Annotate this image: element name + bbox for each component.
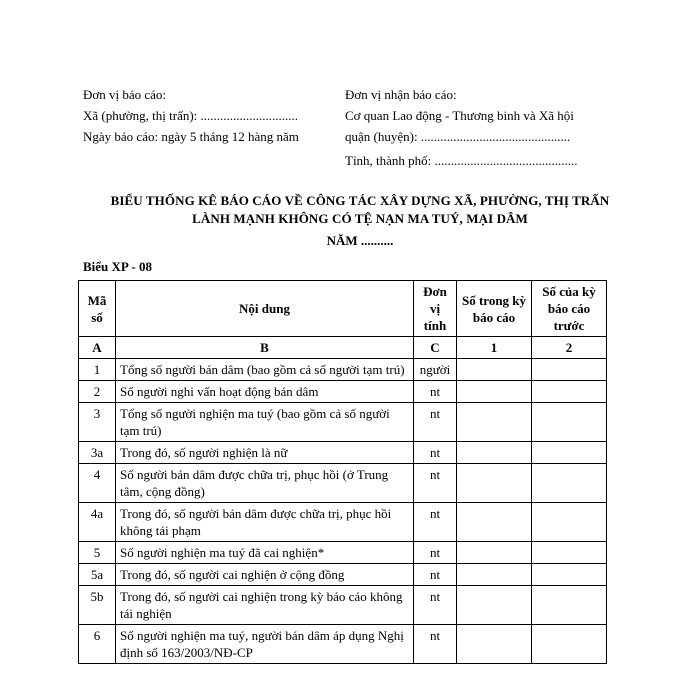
row-previous-value (532, 403, 607, 442)
row-unit: nt (414, 542, 457, 564)
report-title-line-2: LÀNH MẠNH KHÔNG CÓ TỆ NẠN MA TUÝ, MẠI DÂM (192, 211, 528, 226)
row-content: Trong đó, số người cai nghiện trong kỳ báo cáo không tái nghiện (116, 586, 414, 625)
row-current-value (457, 464, 532, 503)
row-content: Số người nghi vấn hoạt động bán dâm (116, 381, 414, 403)
table-row (79, 442, 607, 464)
row-content: Số người nghiện ma tuý đã cai nghiện* (116, 542, 414, 564)
row-unit: nt (414, 403, 457, 442)
table-header-row (79, 281, 607, 337)
report-date-line: Ngày báo cáo: ngày 5 tháng 12 hàng năm (83, 129, 299, 144)
table-row (79, 625, 607, 664)
row-unit: nt (414, 464, 457, 503)
table-row (79, 381, 607, 403)
header-unit: Đơn vị tính (414, 281, 457, 337)
reporting-unit-block (83, 84, 333, 147)
row-code: 3a (79, 442, 116, 464)
row-current-value (457, 381, 532, 403)
table-row (79, 586, 607, 625)
row-code: 3 (79, 403, 116, 442)
row-current-value (457, 625, 532, 664)
row-content: Số người bán dâm được chữa trị, phục hồi (ở Trung tâm, cộng đồng) (116, 464, 414, 503)
receiving-unit-label: Đơn vị nhận báo cáo: (345, 87, 457, 102)
letter-unit: C (414, 337, 457, 359)
row-code: 5a (79, 564, 116, 586)
row-current-value (457, 403, 532, 442)
letter-previous: 2 (532, 337, 607, 359)
row-current-value (457, 542, 532, 564)
row-current-value (457, 586, 532, 625)
header-previous-period: Số của kỳ báo cáo trước (532, 281, 607, 337)
table-row (79, 564, 607, 586)
row-code: 4a (79, 503, 116, 542)
row-current-value (457, 359, 532, 381)
row-unit: nt (414, 586, 457, 625)
column-letters-row (79, 337, 607, 359)
row-code: 2 (79, 381, 116, 403)
table-row (79, 542, 607, 564)
row-code: 6 (79, 625, 116, 664)
row-code: 1 (79, 359, 116, 381)
commune-line: Xã (phường, thị trấn): .............................. (83, 108, 299, 123)
receiving-unit-block (345, 84, 635, 171)
row-content: Tổng số người bán dâm (bao gồm cả số người tạm trú) (116, 359, 414, 381)
table-row (79, 359, 607, 381)
row-unit: người (414, 359, 457, 381)
row-content: Trong đó, số người bán dâm được chữa trị, phục hồi không tái phạm (116, 503, 414, 542)
row-previous-value (532, 625, 607, 664)
row-unit: nt (414, 381, 457, 403)
letter-current: 1 (457, 337, 532, 359)
agency-line-1: Cơ quan Lao động - Thương binh và Xã hội (345, 108, 574, 123)
row-previous-value (532, 381, 607, 403)
row-current-value (457, 503, 532, 542)
row-unit: nt (414, 442, 457, 464)
row-previous-value (532, 564, 607, 586)
row-content: Trong đó, số người cai nghiện ở cộng đồng (116, 564, 414, 586)
row-previous-value (532, 442, 607, 464)
statistics-table (78, 280, 607, 664)
row-current-value (457, 564, 532, 586)
table-row (79, 503, 607, 542)
form-code: Biểu XP - 08 (83, 259, 152, 274)
province-line: Tỉnh, thành phố: ............................................ (345, 153, 578, 168)
row-code: 5b (79, 586, 116, 625)
report-title (60, 192, 660, 228)
row-previous-value (532, 542, 607, 564)
row-current-value (457, 442, 532, 464)
row-previous-value (532, 464, 607, 503)
header-code: Mã số (79, 281, 116, 337)
row-unit: nt (414, 564, 457, 586)
header-current-period: Số trong kỳ báo cáo (457, 281, 532, 337)
row-code: 4 (79, 464, 116, 503)
row-content: Số người nghiện ma tuý, người bán dâm áp dụng Nghị định số 163/2003/NĐ-CP (116, 625, 414, 664)
table-row (79, 464, 607, 503)
row-code: 5 (79, 542, 116, 564)
letter-code: A (79, 337, 116, 359)
row-content: Trong đó, số người nghiện là nữ (116, 442, 414, 464)
reporting-unit-label: Đơn vị báo cáo: (83, 87, 167, 102)
report-title-line-1: BIỂU THỐNG KÊ BÁO CÁO VỀ CÔNG TÁC XÂY DỰNG XÃ, PHƯỜNG, THỊ TRẤN (110, 193, 610, 208)
report-year: NĂM .......... (326, 233, 394, 248)
header-content: Nội dung (116, 281, 414, 337)
row-previous-value (532, 503, 607, 542)
row-unit: nt (414, 503, 457, 542)
row-content: Tổng số người nghiện ma tuý (bao gồm cả số người tạm trú) (116, 403, 414, 442)
letter-content: B (116, 337, 414, 359)
row-unit: nt (414, 625, 457, 664)
row-previous-value (532, 359, 607, 381)
table-row (79, 403, 607, 442)
agency-line-2: quận (huyện): .............................................. (345, 129, 571, 144)
row-previous-value (532, 586, 607, 625)
